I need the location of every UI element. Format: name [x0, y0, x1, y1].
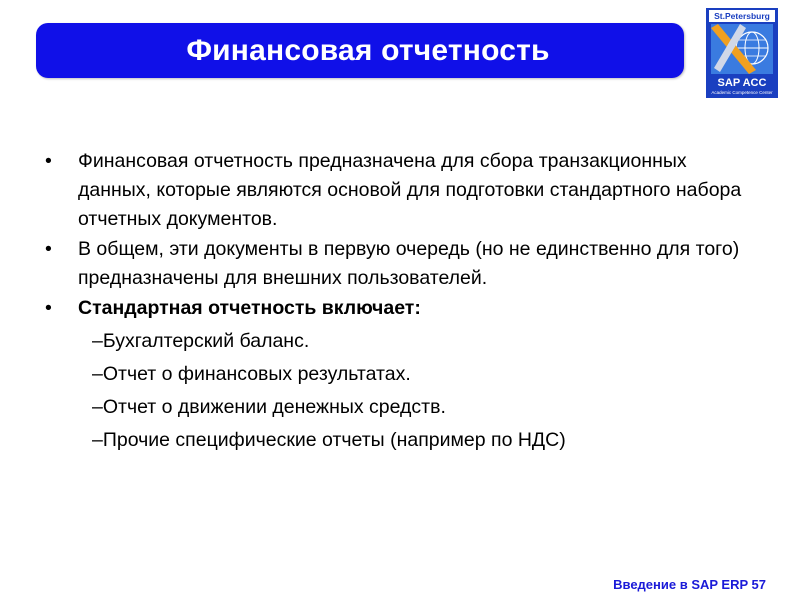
sub-item: –Бухгалтерский баланс. [92, 330, 310, 352]
logo-top-text: St.Petersburg [714, 11, 770, 21]
bullet-text: В общем, эти документы в первую очередь (но не единственно для того) предназначены для внешних пользователей. [78, 238, 740, 289]
logo-main-text: SAP ACC [717, 77, 767, 89]
sub-item: –Отчет о финансовых результатах. [92, 363, 411, 385]
bullet-item [40, 294, 760, 323]
bullet-text: Финансовая отчетность предназначена для сбора транзакционных данных, которые являются основой для подготовки стандартного набора отчетных документов. [78, 150, 742, 230]
sub-item: –Отчет о движении денежных средств. [92, 396, 446, 418]
bullet-text: Стандартная отчетность включает: [78, 297, 421, 319]
bullet-item [40, 235, 760, 293]
slide-content [40, 147, 760, 455]
bullet-marker: • [45, 297, 52, 319]
slide-footer: Введение в SAP ERP 57 [613, 577, 766, 592]
bullet-marker: • [45, 150, 52, 172]
slide-title: Финансовая отчетность [186, 34, 550, 67]
title-bar [36, 23, 684, 78]
logo-sub-text: Academic Competence Center [711, 90, 773, 95]
bullet-marker: • [45, 238, 52, 260]
sap-acc-logo [706, 8, 778, 98]
sub-item: –Прочие специфические отчеты (например по НДС) [92, 429, 566, 451]
bullet-item [40, 147, 760, 234]
